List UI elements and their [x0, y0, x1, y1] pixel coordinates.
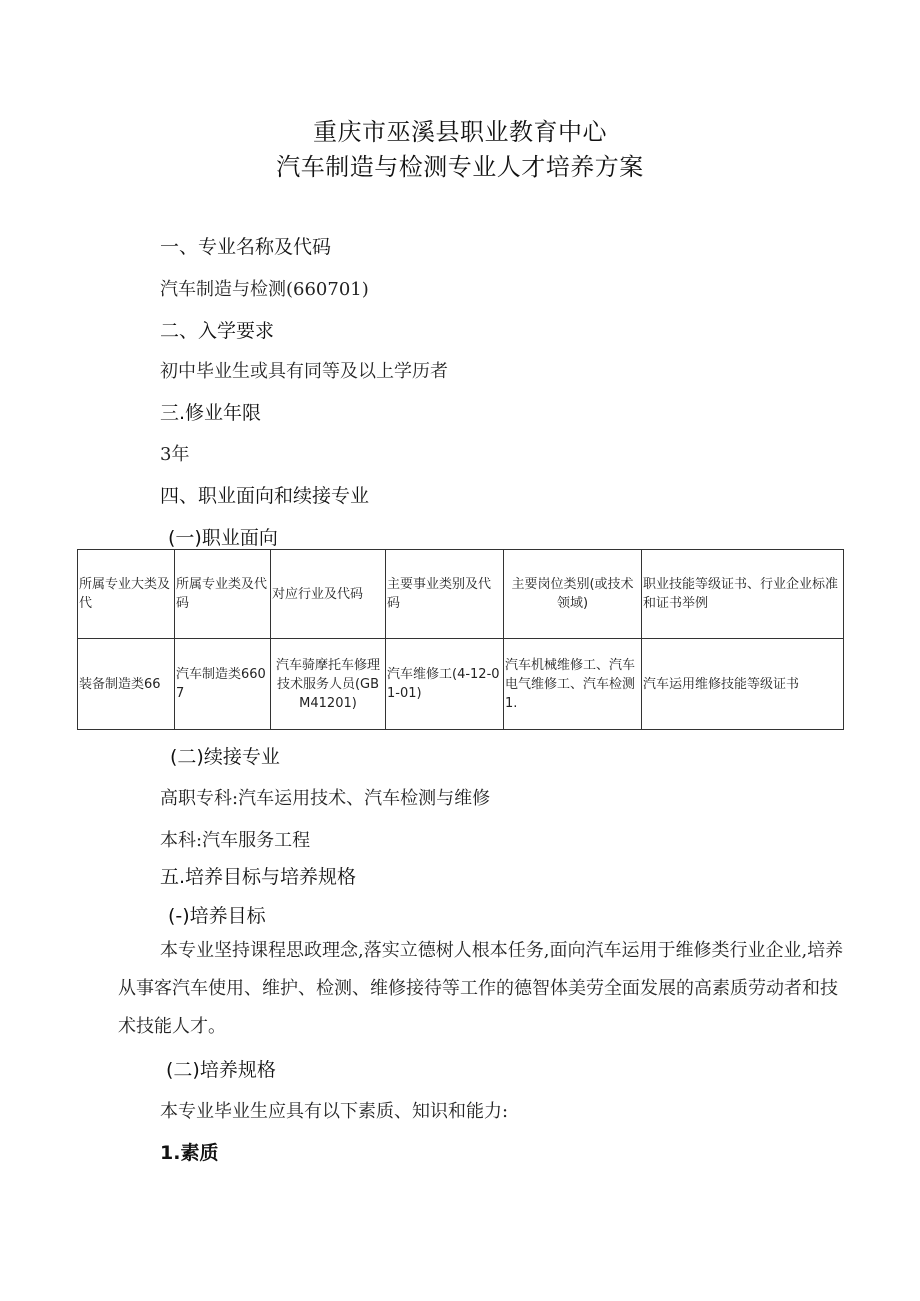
- table-cell: 汽车机械维修工、汽车电气维修工、汽车检测1.: [504, 639, 642, 730]
- table-header-cell: 对应行业及代码: [271, 550, 386, 639]
- table-cell: 汽车维修工(4-12-01-01): [386, 639, 504, 730]
- continuation-vocational: 高职专科:汽车运用技术、汽车检测与维修: [160, 788, 491, 809]
- continuation-undergrad: 本科:汽车服务工程: [160, 830, 311, 851]
- subheading-continuation: (二)续接专业: [170, 746, 280, 768]
- table-cell: 汽车运用维修技能等级证书: [642, 639, 844, 730]
- section-heading-major: 一、专业名称及代码: [160, 236, 332, 258]
- table-cell: 汽车骑摩托车修理技术服务人员(GBM41201): [271, 639, 386, 730]
- doc-title-line1: 重庆市巫溪县职业教育中心: [313, 118, 607, 146]
- table-header-row: [78, 550, 844, 639]
- table-cell: 汽车制造类6607: [175, 639, 271, 730]
- table-row: [78, 639, 844, 730]
- duration-text: 3年: [160, 444, 190, 465]
- doc-title-line2: 汽车制造与检测专业人才培养方案: [276, 153, 644, 181]
- table-header-cell: 所属专业类及代码: [175, 550, 271, 639]
- subheading-spec: (二)培养规格: [166, 1059, 276, 1081]
- admission-text: 初中毕业生或具有同等及以上学历者: [160, 361, 448, 382]
- occupation-table: [77, 549, 844, 730]
- section-heading-objectives: 五.培养目标与培养规格: [160, 866, 357, 888]
- spec-intro: 本专业毕业生应具有以下素质、知识和能力:: [160, 1101, 509, 1122]
- subheading-occupation: (一)职业面向: [168, 527, 278, 549]
- subheading-goal: (-)培养目标: [168, 905, 266, 927]
- table-header-cell: 主要事业类别及代码: [386, 550, 504, 639]
- table-header-cell: 主要岗位类别(或技术领域): [504, 550, 642, 639]
- item-quality: 1.素质: [160, 1142, 219, 1164]
- table-header-cell: 职业技能等级证书、行业企业标准和证书举例: [642, 550, 844, 639]
- section-heading-duration: 三.修业年限: [160, 402, 262, 424]
- section-heading-career: 四、职业面向和续接专业: [160, 485, 370, 507]
- major-name-code: 汽车制造与检测(660701): [160, 279, 369, 300]
- goal-paragraph: 本专业坚持课程思政理念,落实立德树人根本任务,面向汽车运用于维修类行业企业,培养从事客汽车使用、维护、检测、维修接待等工作的德智体美劳全面发展的高素质劳动者和技术技能人才。: [118, 940, 844, 1037]
- section-heading-admission: 二、入学要求: [160, 320, 275, 342]
- table-cell: 装备制造类66: [78, 639, 175, 730]
- table-header-cell: 所属专业大类及代: [78, 550, 175, 639]
